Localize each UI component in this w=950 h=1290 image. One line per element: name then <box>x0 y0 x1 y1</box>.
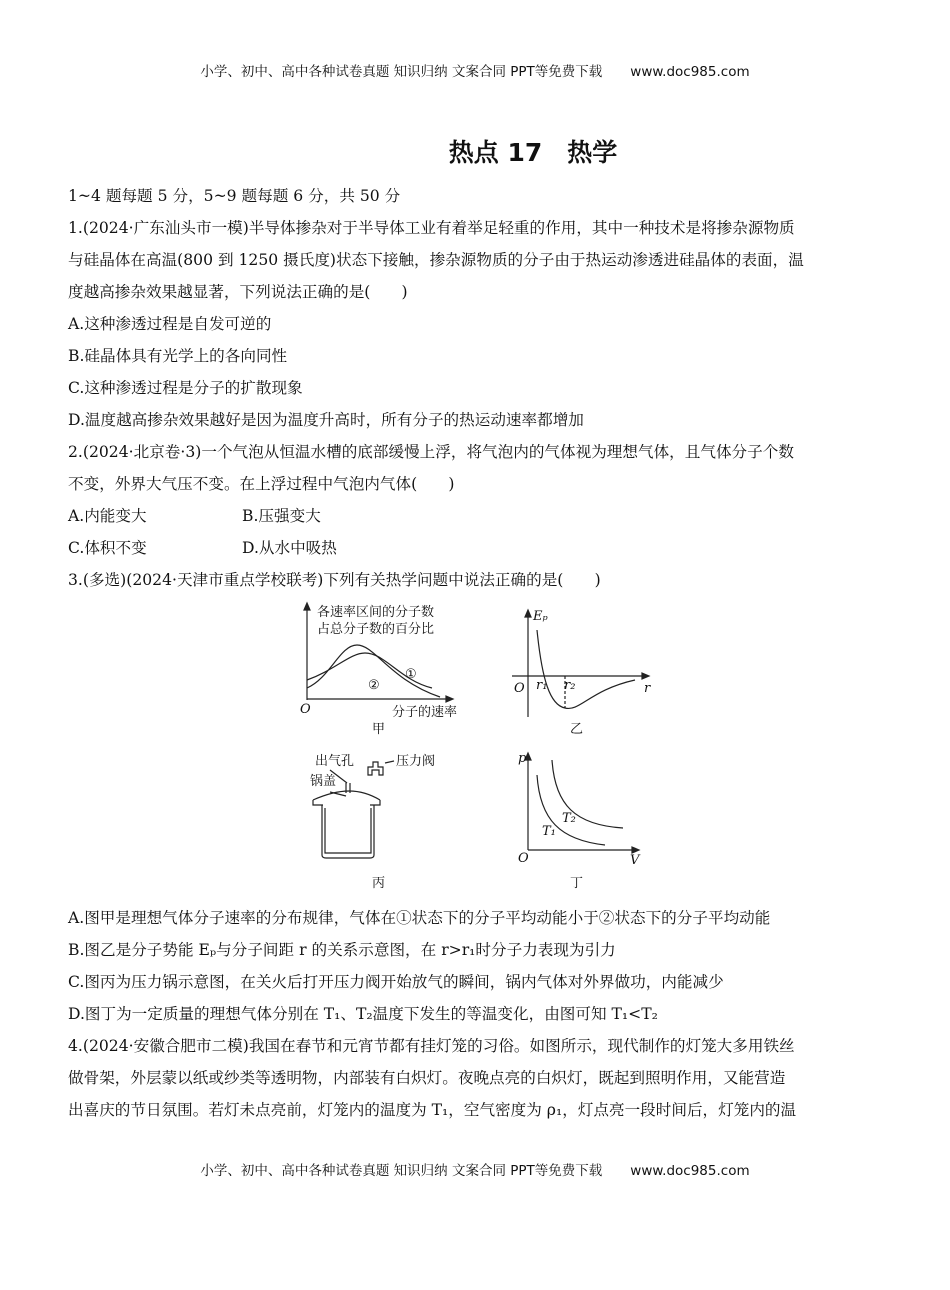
yi-caption: 乙 <box>570 722 584 737</box>
jia-curve-1-label: ① <box>405 667 417 682</box>
q3-option-c: C.图丙为压力锅示意图，在关火后打开压力阀开始放气的瞬间，锅内气体对外界做功，内能减少 <box>68 973 724 991</box>
q3-option-a: A.图甲是理想气体分子速率的分布规律，气体在①状态下的分子平均动能小于②状态下的分子平均动能 <box>68 909 771 927</box>
yi-ylabel: Eₚ <box>533 609 548 624</box>
bing-vent-label: 出气孔 <box>315 754 355 769</box>
q1-option-c: C.这种渗透过程是分子的扩散现象 <box>68 379 303 397</box>
yi-origin: O <box>514 681 525 696</box>
ding-caption: 丁 <box>570 876 584 891</box>
page-title: 热点 17 热学 <box>448 138 618 167</box>
q1-line: 度越高掺杂效果越显著，下列说法正确的是( ) <box>68 283 408 301</box>
bing-caption: 丙 <box>372 876 386 891</box>
q2-option-a: A.内能变大 <box>68 507 147 525</box>
q4-line: 4.(2024·安徽合肥市二模)我国在春节和元宵节都有挂灯笼的习俗。如图所示，现代制作的灯笼大多用铁丝 <box>68 1037 795 1055</box>
yi-xlabel: r <box>644 681 651 696</box>
jia-xlabel: 分子的速率 <box>392 705 458 720</box>
q1-option-a: A.这种渗透过程是自发可逆的 <box>68 315 272 333</box>
q3-stem: 3.(多选)(2024·天津市重点学校联考)下列有关热学问题中说法正确的是( ) <box>68 571 601 589</box>
footer-text: 小学、初中、高中各种试卷真题 知识归纳 文案合同 PPT等免费下载 <box>200 1163 603 1179</box>
ding-t1: T₁ <box>542 824 556 839</box>
q1-option-d: D.温度越高掺杂效果越好是因为温度升高时，所有分子的热运动速率都增加 <box>68 411 584 429</box>
jia-ylabel: 占总分子数的百分比 <box>317 622 435 637</box>
page-header <box>0 60 950 80</box>
q2-option-b: B.压强变大 <box>242 507 321 525</box>
q3-option-d: D.图丁为一定质量的理想气体分别在 T₁、T₂温度下发生的等温变化，由图可知 T₁<T₂ <box>68 1005 658 1023</box>
jia-ylabel: 各速率区间的分子数 <box>317 605 435 620</box>
jia-caption: 甲 <box>372 722 386 737</box>
jia-curve-2-label: ② <box>368 678 380 693</box>
ding-origin: O <box>518 851 529 866</box>
bing-lid-label: 锅盖 <box>310 774 337 789</box>
q3-option-b: B.图乙是分子势能 Eₚ与分子间距 r 的关系示意图，在 r>r₁时分子力表现为引力 <box>68 941 616 959</box>
yi-r1: r₁ <box>536 678 548 693</box>
header-text: 小学、初中、高中各种试卷真题 知识归纳 文案合同 PPT等免费下载 <box>200 64 603 80</box>
q1-line: 1.(2024·广东汕头市一模)半导体掺杂对于半导体工业有着举足轻重的作用，其中一种技术是将掺杂源物质 <box>68 219 795 237</box>
q2-options-row <box>68 506 468 526</box>
q4-line: 做骨架，外层蒙以纸或纱类等透明物，内部装有白炽灯。夜晚点亮的白炽灯，既起到照明作用，又能营造 <box>68 1069 786 1087</box>
ding-t2: T₂ <box>562 811 576 826</box>
jia-origin: O <box>300 702 311 717</box>
q1-line: 与硅晶体在高温(800 到 1250 摄氏度)状态下接触，掺杂源物质的分子由于热运动渗透进硅晶体的表面，温 <box>68 251 804 269</box>
page-footer <box>0 1159 950 1179</box>
q2-option-d: D.从水中吸热 <box>242 539 337 557</box>
scoring-note: 1~4 题每题 5 分，5~9 题每题 6 分，共 50 分 <box>68 187 401 205</box>
q2-line: 不变，外界大气压不变。在上浮过程中气泡内气体( ) <box>68 475 455 493</box>
ding-ylabel: p <box>518 751 527 766</box>
footer-url[interactable]: www.doc985.com <box>630 1163 750 1179</box>
q3-figure <box>290 600 660 900</box>
q2-line: 2.(2024·北京卷·3)一个气泡从恒温水槽的底部缓慢上浮，将气泡内的气体视为理想气体，且气体分子个数 <box>68 443 794 461</box>
header-url[interactable]: www.doc985.com <box>630 64 750 80</box>
q2-options-row <box>68 538 468 558</box>
ding-xlabel: V <box>630 853 640 868</box>
bing-valve-label: 压力阀 <box>396 754 436 769</box>
q4-line: 出喜庆的节日氛围。若灯未点亮前，灯笼内的温度为 T₁，空气密度为 ρ₁，灯点亮一段时间后，灯笼内的温 <box>68 1101 797 1119</box>
yi-r2: r₂ <box>564 678 576 693</box>
q1-option-b: B.硅晶体具有光学上的各向同性 <box>68 347 288 365</box>
q2-option-c: C.体积不变 <box>68 539 147 557</box>
figure-yi <box>512 610 649 717</box>
